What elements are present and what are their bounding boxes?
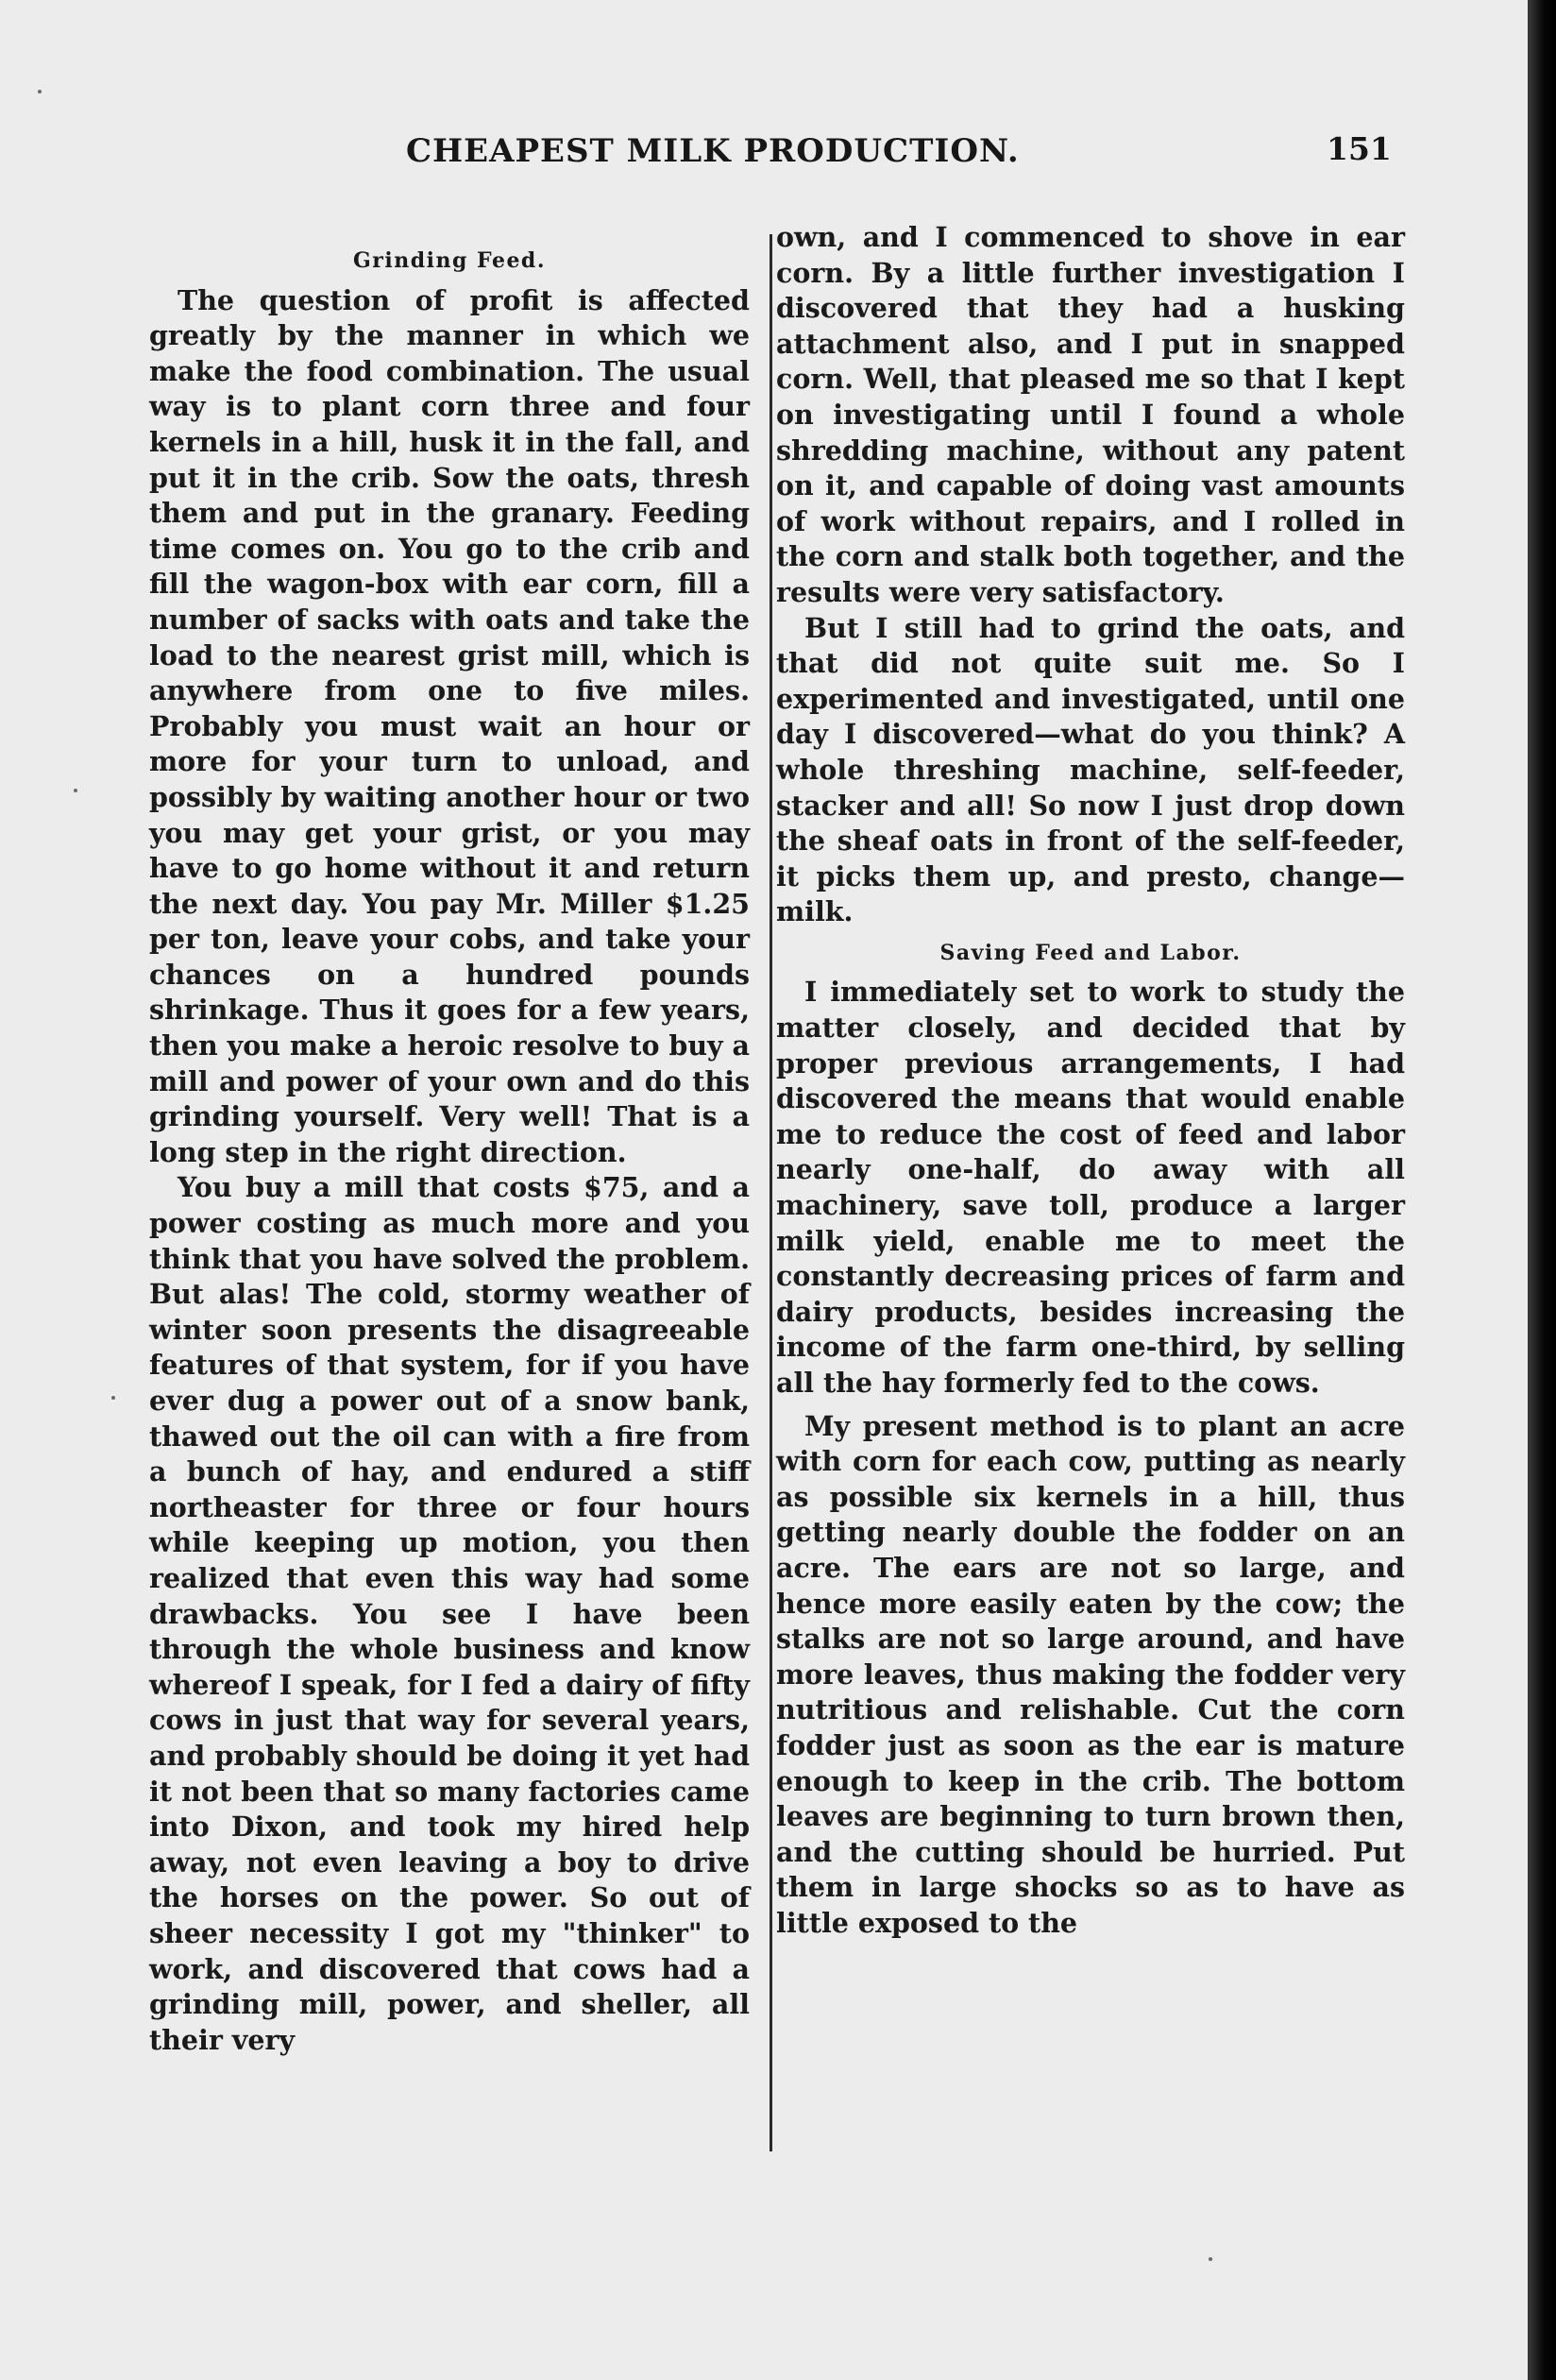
paragraph: You buy a mill that costs $75, and a power costing as much more and you think that you have solved the problem. But alas! The cold, stormy weather of winter soon presents the disagreeable features of that system, for if you have ever dug a power out of a snow bank, thawed out the oil can with a fire from a bunch of hay, and endured a stiff northeaster for three or four hours while keeping up motion, you then realized that even this way had some drawbacks. You see I have been through the whole business and know whereof I speak, for I fed a dairy of fifty cows in just that way for several years, and probably should be doing it yet had it not been that so many factories came into Dixon, and took my hired help away, not even leaving a boy to drive the horses on the power. So out of sheer necessity I got my "thinker" to work, and discovered that cows had a grinding mill, power, and sheller, all their very xyxy=(149,1171,750,2056)
left-column xyxy=(149,244,750,2058)
section-heading-grinding-feed: Grinding Feed. xyxy=(353,248,546,273)
paragraph: But I still had to grind the oats, and that did not quite suit me. So I experimented and investigated, until one day I discovered—what do you think? A whole threshing machine, self-feeder, stacker and all! So now I just drop down the sheaf oats in front of the self-feeder, it picks them up, and presto, change—milk. xyxy=(776,611,1405,928)
paragraph: I immediately set to work to study the matter closely, and decided that by proper previous arrangements, I had discovered the means that would enable me to reduce the cost of feed and labor nearly one-half, do away with all machinery, save toll, produce a larger milk yield, enable me to meet the constantly decreasing prices of farm and dairy products, besides increasing the income of the farm one-third, by selling all the hay formerly fed to the cows. xyxy=(776,976,1405,1399)
paper-speck xyxy=(74,789,77,792)
column-divider xyxy=(770,234,772,2151)
scan-edge xyxy=(1528,0,1556,2380)
section-heading-saving-feed-and-labor: Saving Feed and Labor. xyxy=(939,940,1242,965)
paper-speck xyxy=(38,90,42,94)
right-column xyxy=(776,220,1405,1942)
paper-speck xyxy=(1209,2257,1212,2261)
paragraph: My present method is to plant an acre with corn for each cow, putting as nearly as possible six kernels in a hill, thus getting nearly double the fodder on an acre. The ears are not so large, and hence more easily eaten by the cow; the stalks are not so large around, and have more leaves, thus making the fodder very nutritious and relishable. Cut the corn fodder just as soon as the ear is mature enough to keep in the crib. The bottom leaves are beginning to turn brown then, and the cutting should be hurried. Put them in large shocks so as to have as little exposed to the xyxy=(776,1409,1405,1939)
paragraph: own, and I commenced to shove in ear corn. By a little further investigation I discovered that they had a husking attachment also, and I put in snapped corn. Well, that pleased me so that I kept on investigating until I found a whole shredding machine, without any patent on it, and capable of doing vast amounts of work without repairs, and I rolled in the corn and stalk both together, and the results were very satisfactory. xyxy=(776,221,1405,608)
running-title: CHEAPEST MILK PRODUCTION. xyxy=(406,132,1020,170)
page-number: 151 xyxy=(1327,130,1392,167)
paragraph: The question of profit is affected greatly by the manner in which we make the food combination. The usual way is to plant corn three and four kernels in a hill, husk it in the fall, and put it in the crib. Sow the oats, thresh them and put in the granary. Feeding time comes on. You go to the crib and fill the wagon-box with ear corn, fill a number of sacks with oats and take the load to the nearest grist mill, which is anywhere from one to five miles. Probably you must wait an hour or more for your turn to unload, and possibly by waiting another hour or two you may get your grist, or you may have to go home without it and return the next day. You pay Mr. Miller $1.25 per ton, leave your cobs, and take your chances on a hundred pounds shrinkage. Thus it goes for a few years, then you make a heroic resolve to buy a mill and power of your own and do this grinding yourself. Very well! That is a long step in the right direction. xyxy=(149,283,751,1168)
paper-speck xyxy=(111,1396,115,1400)
